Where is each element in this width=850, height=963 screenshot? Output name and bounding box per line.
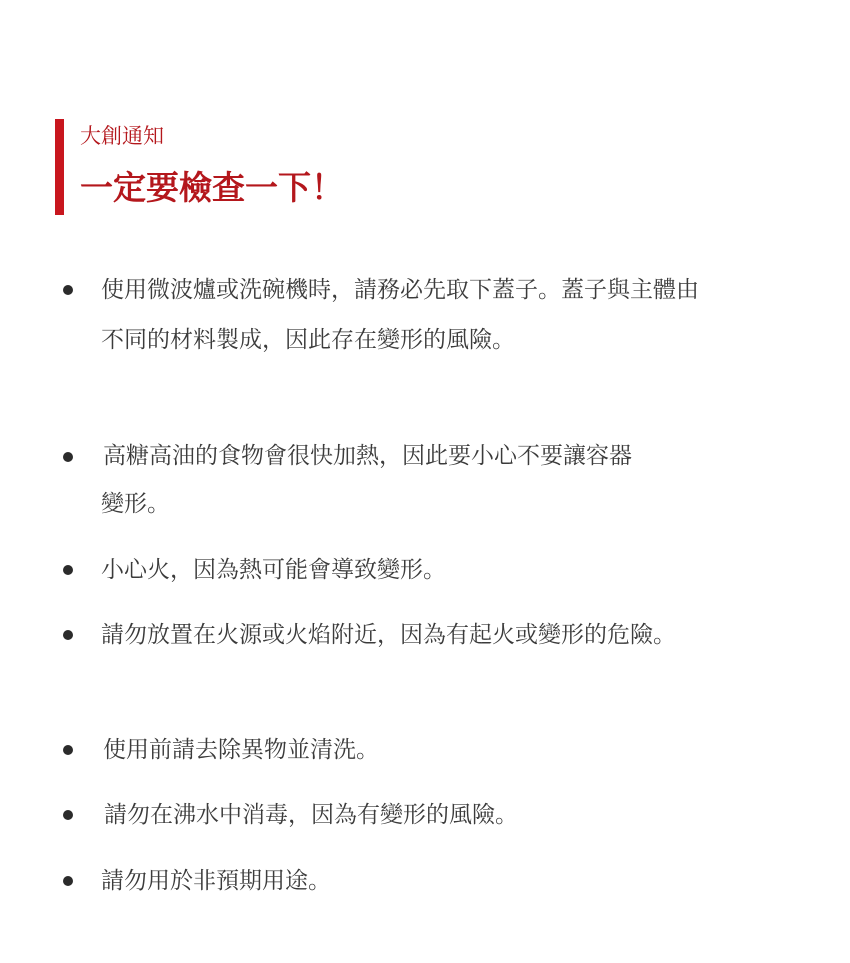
bullet-icon	[63, 452, 73, 462]
accent-bar	[55, 119, 64, 215]
notice-subtitle: 大創通知	[80, 124, 164, 148]
bullet-icon	[63, 630, 73, 640]
notice-header	[55, 119, 555, 215]
bullet-icon	[63, 876, 73, 886]
bullet-icon	[63, 285, 73, 295]
notice-line: 請勿在沸水中消毒，因為有變形的風險。	[104, 802, 518, 828]
notice-line: 請勿放置在火源或火焰附近，因為有起火或變形的危險。	[101, 622, 676, 648]
bullet-icon	[63, 745, 73, 755]
notice-line: 請勿用於非預期用途。	[101, 868, 331, 894]
notice-text	[101, 725, 801, 775]
notice-text	[101, 265, 801, 365]
notice-text	[101, 545, 801, 595]
notice-line: 小心火，因為熱可能會導致變形。	[101, 557, 446, 583]
page-title: 一定要檢查一下！	[80, 168, 344, 207]
bullet-icon	[63, 810, 73, 820]
bullet-icon	[63, 565, 73, 575]
notice-text	[101, 432, 801, 528]
notice-line: 不同的材料製成，因此存在變形的風險。	[101, 327, 515, 353]
notice-line: 使用微波爐或洗碗機時，請務必先取下蓋子。蓋子與主體由	[101, 277, 699, 303]
notice-line: 使用前請去除異物並清洗。	[103, 737, 379, 763]
notice-text	[101, 790, 801, 840]
notice-text	[101, 610, 801, 660]
notice-line: 變形。	[101, 491, 170, 517]
notice-text	[101, 856, 801, 906]
notice-line: 高糖高油的食物會很快加熱，因此要小心不要讓容器	[103, 443, 632, 469]
